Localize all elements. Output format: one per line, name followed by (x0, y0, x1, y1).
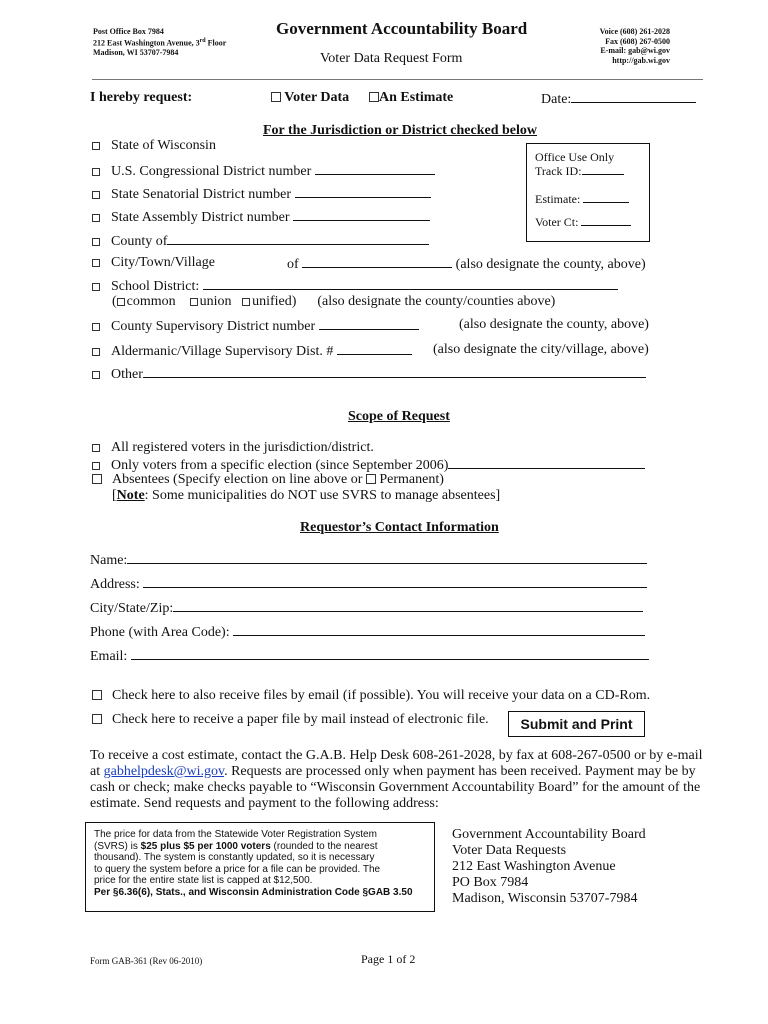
checkbox-icon[interactable] (92, 371, 100, 379)
school-type-row: ( common union unified) (also designate the county/counties above) (112, 294, 556, 309)
address-line: Government Accountability Board (452, 827, 646, 842)
fax-line: Fax (608) 267-0500 (605, 36, 670, 46)
scope-heading: Scope of Request (348, 409, 450, 424)
also-city-note: (also designate the city/village, above) (433, 342, 649, 357)
office-use-box (526, 143, 650, 242)
website-line: http://gab.wi.gov (612, 55, 670, 65)
street-line: 212 East Washington Avenue, 3rd Floor (93, 37, 227, 48)
jurisdiction-heading: For the Jurisdiction or District checked below (263, 123, 538, 138)
checkbox-icon[interactable] (92, 168, 100, 176)
cost-line: at gabhelpdesk@wi.gov. Requests are processed only when payment has been received. Payment may be by (90, 764, 696, 779)
price-line: price for the entire state list is capped at $12,500. (94, 875, 313, 886)
checkbox-icon[interactable] (92, 444, 100, 452)
checkbox-icon[interactable] (369, 92, 379, 102)
city-state-zip-field[interactable]: City/State/Zip: (90, 599, 643, 617)
voter-count-field: Voter Ct: (535, 215, 641, 229)
scope-item[interactable]: All registered voters in the jurisdiction/district. (92, 440, 374, 456)
po-box-line: Post Office Box 7984 (93, 27, 164, 36)
contact-heading: Requestor’s Contact Information (300, 520, 499, 535)
checkbox-icon[interactable] (242, 298, 250, 306)
price-line: The price for data from the Statewide Voter Registration System (94, 829, 377, 840)
of-label: of (also designate the county, above) (287, 257, 646, 272)
checkbox-icon[interactable] (92, 323, 100, 331)
estimate-field: Estimate: (535, 192, 641, 206)
jurisdiction-item[interactable]: State of Wisconsin (92, 138, 216, 154)
email-field[interactable]: Email: (90, 647, 649, 665)
checkbox-icon[interactable] (92, 474, 102, 484)
cost-paragraph (90, 748, 710, 812)
date-field[interactable]: Date: (541, 90, 696, 108)
checkbox-icon[interactable] (92, 142, 100, 150)
jurisdiction-item[interactable]: City/Town/Village (92, 255, 215, 271)
scope-note: [Note: Some municipalities do NOT use SVRS to manage absentees] (112, 488, 501, 503)
phone-field[interactable]: Phone (with Area Code): (90, 623, 645, 641)
form-subtitle: Voter Data Request Form (320, 51, 463, 66)
checkbox-icon[interactable] (92, 238, 100, 246)
address-line: 212 East Washington Avenue (452, 859, 616, 874)
jurisdiction-item[interactable]: State Assembly District number (92, 208, 430, 226)
submit-print-button[interactable]: Submit and Print (508, 711, 645, 737)
jurisdiction-item[interactable]: Other (92, 365, 646, 383)
checkbox-icon[interactable] (271, 92, 281, 102)
email-line: E-mail: gab@wi.gov (600, 46, 670, 55)
price-line: (SVRS) is $25 plus $5 per 1000 voters (rounded to the nearest (94, 840, 378, 852)
address-field[interactable]: Address: (90, 575, 647, 593)
page-title: Government Accountability Board (276, 19, 528, 38)
price-line: thousand). The system is constantly updated, so it is necessary (94, 852, 375, 863)
jurisdiction-item[interactable]: U.S. Congressional District number (92, 162, 435, 180)
scope-item[interactable]: Absentees (Specify election on line above or Permanent) (92, 472, 444, 488)
jurisdiction-item[interactable]: County of (92, 232, 429, 250)
form-number: Form GAB-361 (Rev 06-2010) (90, 956, 203, 966)
price-box (85, 822, 435, 912)
name-field[interactable]: Name: (90, 551, 647, 569)
voice-line: Voice (608) 261-2028 (599, 27, 670, 36)
price-line: to query the system before a price for a file can be provided. The (94, 863, 381, 875)
also-county-note: (also designate the county, above) (459, 317, 649, 332)
cost-line: To receive a cost estimate, contact the G.A.B. Help Desk 608-261-2028, by fax at 608-267-0500 or by e-mail (90, 748, 703, 763)
jurisdiction-item[interactable]: Aldermanic/Village Supervisory Dist. # (92, 342, 412, 360)
checkbox-icon[interactable] (92, 191, 100, 199)
price-citation: Per §6.36(6), Stats., and Wisconsin Administration Code §GAB 3.50 (94, 886, 413, 898)
contact-block (600, 27, 670, 65)
estimate-option[interactable]: An Estimate (369, 90, 453, 106)
cost-line: cash or check; make checks payable to “Wisconsin Government Accountability Board” for the amount of the (90, 780, 701, 795)
voter-data-option[interactable]: Voter Data (271, 90, 349, 106)
checkbox-icon[interactable] (92, 690, 102, 700)
checkbox-icon[interactable] (92, 283, 100, 291)
request-label: I hereby request: (90, 90, 193, 105)
jurisdiction-item[interactable]: County Supervisory District number (92, 317, 419, 335)
checkbox-icon[interactable] (190, 298, 198, 306)
checkbox-icon[interactable] (92, 714, 102, 724)
checkbox-icon[interactable] (92, 462, 100, 470)
city-line: Madison, WI 53707-7984 (93, 47, 179, 57)
scope-item[interactable]: Only voters from a specific election (since September 2006) (92, 456, 645, 474)
cost-line: estimate. Send requests and payment to the following address: (90, 796, 439, 811)
checkbox-icon[interactable] (92, 214, 100, 222)
return-address (93, 27, 226, 57)
checkbox-icon[interactable] (92, 259, 100, 267)
checkbox-icon[interactable] (117, 298, 125, 306)
paper-file-option[interactable]: Check here to receive a paper file by mail instead of electronic file. (92, 712, 489, 728)
address-line: Madison, Wisconsin 53707-7984 (452, 891, 638, 906)
jurisdiction-item[interactable]: State Senatorial District number (92, 185, 431, 203)
address-line: PO Box 7984 (452, 875, 529, 890)
checkbox-icon[interactable] (366, 474, 376, 484)
header-divider (92, 79, 703, 80)
checkbox-icon[interactable] (92, 348, 100, 356)
email-delivery-option[interactable]: Check here to also receive files by email (if possible). You will receive your data on a CD-Rom. (92, 688, 650, 704)
mailing-address (452, 827, 646, 907)
track-id-field: Track ID: (535, 164, 641, 178)
helpdesk-email-link[interactable]: gabhelpdesk@wi.gov (103, 764, 225, 779)
page-number: Page 1 of 2 (361, 952, 416, 966)
address-line: Voter Data Requests (452, 843, 567, 858)
jurisdiction-item[interactable]: School District: (92, 277, 618, 295)
office-use-title: Office Use Only (535, 150, 615, 164)
